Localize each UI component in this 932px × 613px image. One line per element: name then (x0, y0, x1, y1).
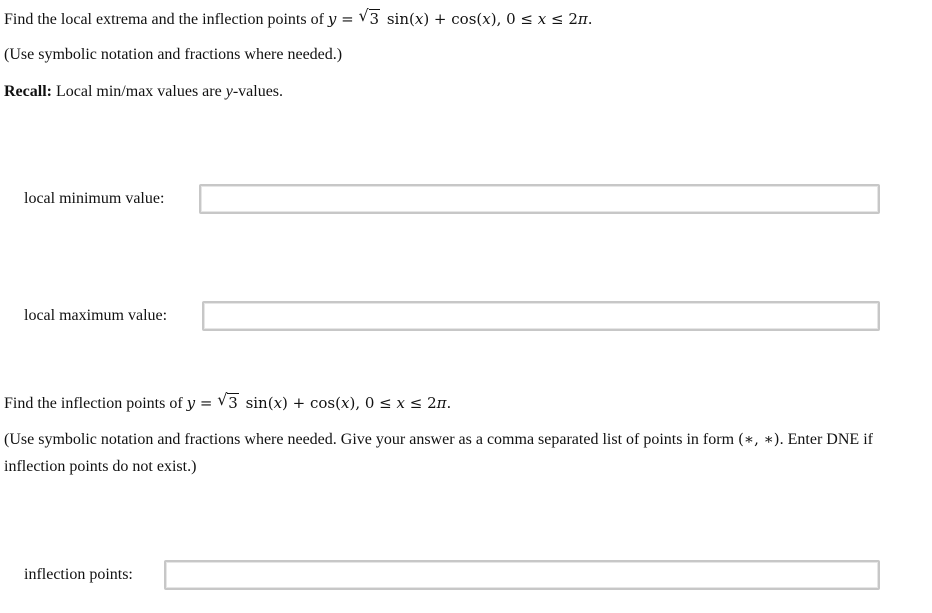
point-form: (∗, ∗) (738, 430, 780, 448)
inflection-note: (Use symbolic notation and fractions where needed. Give your answer as a comma separated list of points in form (∗, ∗). Enter DNE if inflection points do not exist.) (4, 430, 873, 475)
sqrt-symbol: √ 3 (358, 6, 380, 28)
inflection-formula: y = √ 3 sin(x) + cos(x), 0 ≤ x ≤ 2π. (186, 390, 452, 412)
extrema-note: (Use symbolic notation and fractions where needed.) (4, 46, 343, 63)
recall-label: Recall: (4, 83, 52, 100)
local-min-input[interactable] (199, 184, 880, 214)
local-min-label: local minimum value: (24, 190, 165, 207)
recall-note: Recall: Local min/max values are y-values. (4, 83, 284, 100)
extrema-formula: y = √ 3 sin(x) + cos(x), 0 ≤ x ≤ 2π. (327, 6, 593, 28)
local-max-label: local maximum value: (24, 307, 168, 324)
extrema-prompt (4, 6, 593, 30)
local-max-input[interactable] (202, 301, 880, 331)
inflection-prompt-text: Find the inflection points of (4, 395, 183, 412)
inflection-prompt (4, 390, 452, 414)
extrema-prompt-text: Find the local extrema and the inflection points of (4, 11, 324, 28)
inflection-label: inflection points: (24, 566, 133, 583)
inflection-input[interactable] (164, 560, 880, 590)
sqrt-symbol: √ 3 (217, 390, 238, 412)
